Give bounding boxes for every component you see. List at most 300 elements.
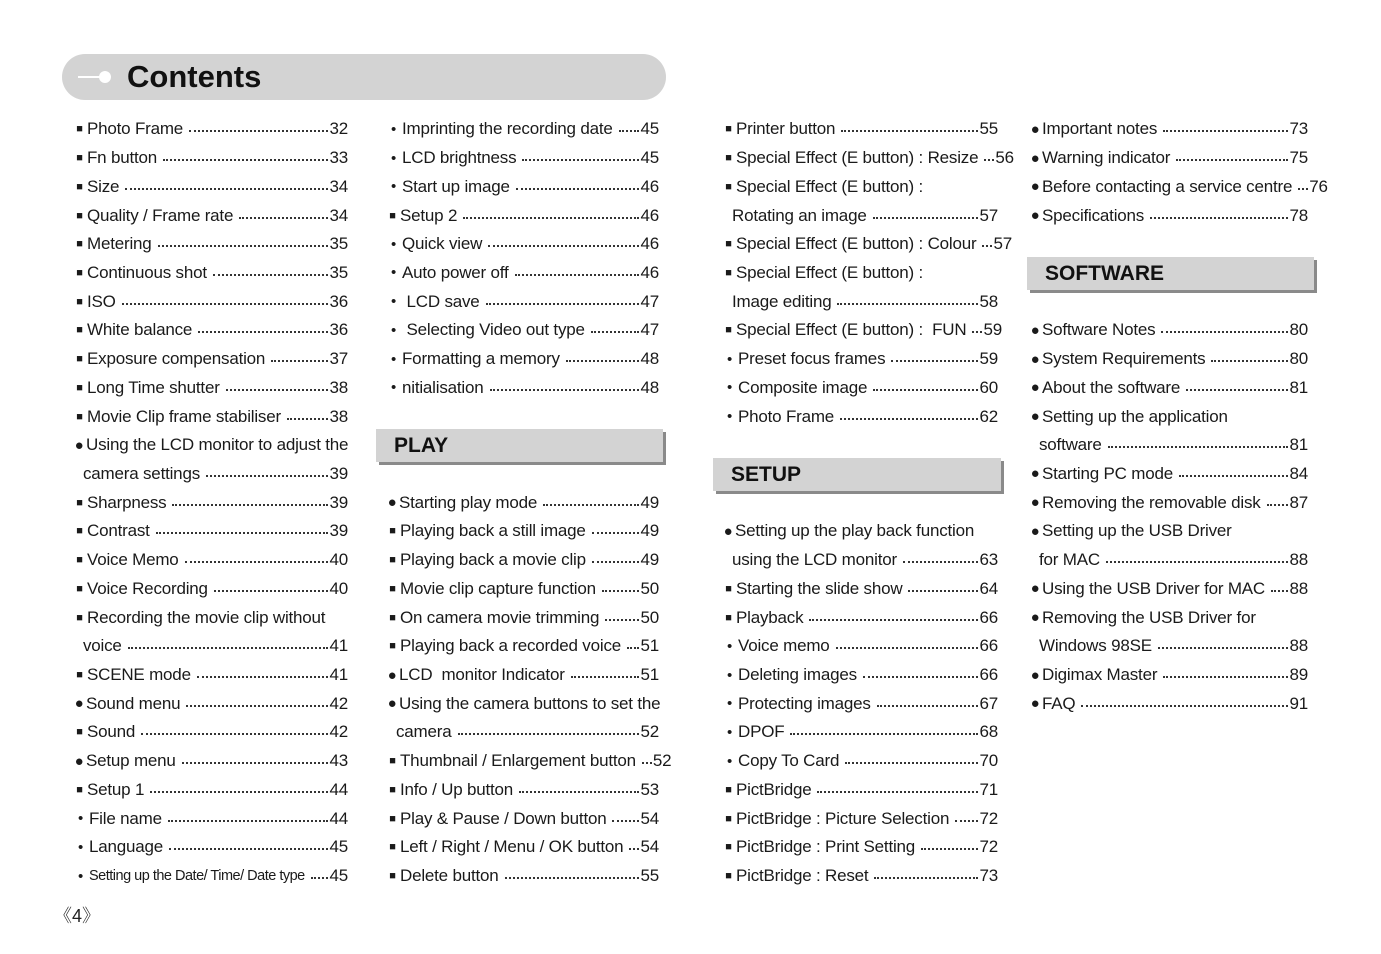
- toc-entry[interactable]: [385, 287, 659, 316]
- toc-entry[interactable]: [72, 259, 348, 288]
- toc-entry-page: 38: [329, 406, 348, 426]
- toc-entry: [721, 259, 998, 288]
- toc-entry[interactable]: [1028, 661, 1308, 690]
- toc-entry-title: Composite image: [738, 377, 868, 397]
- toc-entry-page: 87: [1289, 492, 1308, 512]
- toc-entry-title: Setting up the USB Driver: [1042, 521, 1232, 541]
- toc-entry-page: 73: [1289, 119, 1308, 139]
- toc-entry-title: Imprinting the recording date: [402, 119, 613, 139]
- toc-entry[interactable]: [385, 661, 659, 690]
- toc-entry[interactable]: [385, 862, 659, 891]
- toc-entry[interactable]: [72, 632, 348, 661]
- toc-entry[interactable]: [721, 862, 998, 891]
- dot-leader: [921, 848, 978, 850]
- toc-entry-page: 81: [1289, 435, 1308, 455]
- toc-entry-title: Setup menu: [86, 751, 176, 771]
- toc-entry-page: 47: [640, 320, 659, 340]
- spacer-row: [1028, 287, 1308, 316]
- toc-entry-title: Long Time shutter: [87, 377, 220, 397]
- toc-entry-title: FAQ: [1042, 693, 1076, 713]
- toc-entry-title: Start up image: [402, 176, 510, 196]
- dot-bullet-icon: •: [726, 637, 733, 655]
- toc-entry-page: 91: [1289, 693, 1308, 713]
- dot-bullet-icon: •: [390, 293, 397, 311]
- toc-entry[interactable]: [72, 747, 348, 776]
- page-number: 《4》: [54, 906, 101, 926]
- dot-leader: [891, 360, 978, 362]
- toc-entry[interactable]: [385, 172, 659, 201]
- toc-entry[interactable]: [721, 603, 998, 632]
- toc-entry: [1028, 402, 1308, 431]
- dot-leader: [874, 877, 978, 879]
- toc-entry[interactable]: [1028, 431, 1308, 460]
- toc-entry-title: Metering: [87, 234, 152, 254]
- square-bullet-icon: ■: [76, 669, 83, 682]
- toc-entry-title: Formatting a memory: [402, 349, 560, 369]
- toc-entry[interactable]: [72, 201, 348, 230]
- dot-leader: [602, 590, 640, 592]
- toc-entry[interactable]: [72, 402, 348, 431]
- dot-leader: [185, 561, 329, 563]
- toc-entry-page: 48: [640, 377, 659, 397]
- toc-entry[interactable]: [385, 546, 659, 575]
- toc-entry-title: Auto power off: [402, 262, 509, 282]
- toc-entry-title: PictBridge : Picture Selection: [736, 808, 950, 828]
- toc-entry[interactable]: [1028, 373, 1308, 402]
- toc-entry[interactable]: [72, 373, 348, 402]
- toc-entry[interactable]: [385, 230, 659, 259]
- toc-entry[interactable]: [1028, 144, 1308, 173]
- toc-entry[interactable]: [385, 632, 659, 661]
- toc-entry[interactable]: [721, 316, 1002, 345]
- square-bullet-icon: ■: [389, 841, 396, 854]
- toc-entry-page: 50: [640, 607, 659, 627]
- toc-entry-title: Continuous shot: [87, 262, 207, 282]
- toc-entry-page: 50: [640, 578, 659, 598]
- dot-leader: [1211, 360, 1288, 362]
- round-bullet-icon: ●: [74, 752, 84, 770]
- toc-entry-title: Printer button: [736, 119, 836, 139]
- toc-entry[interactable]: [385, 115, 659, 144]
- toc-entry-title: Setup 1: [87, 779, 145, 799]
- toc-entry-title: Preset focus frames: [738, 349, 886, 369]
- toc-entry-page: 53: [640, 779, 659, 799]
- toc-entry[interactable]: [721, 546, 998, 575]
- toc-entry[interactable]: [721, 575, 998, 604]
- dot-leader: [197, 676, 329, 678]
- toc-entry-page: 49: [640, 492, 659, 512]
- toc-entry-page: 66: [979, 665, 998, 685]
- toc-entry[interactable]: [385, 201, 659, 230]
- toc-entry[interactable]: [72, 718, 348, 747]
- round-bullet-icon: ●: [1030, 178, 1040, 196]
- dot-leader: [141, 733, 328, 735]
- square-bullet-icon: ■: [76, 611, 83, 624]
- round-bullet-icon: ●: [1030, 494, 1040, 512]
- toc-entry[interactable]: [1028, 689, 1308, 718]
- toc-entry-page: 89: [1289, 665, 1308, 685]
- toc-column-2: [385, 115, 672, 890]
- toc-entry-page: 68: [979, 722, 998, 742]
- toc-entry[interactable]: [72, 460, 348, 489]
- toc-entry[interactable]: [72, 862, 348, 891]
- round-bullet-icon: ●: [1030, 666, 1040, 684]
- dot-leader: [877, 705, 979, 707]
- toc-entry-title: Special Effect (E button) : Colour: [736, 234, 977, 254]
- toc-entry-title: Setting up the application: [1042, 406, 1228, 426]
- toc-entry-page: 71: [979, 779, 998, 799]
- toc-entry[interactable]: [72, 172, 348, 201]
- dot-leader: [1161, 331, 1288, 333]
- toc-entry-title: ISO: [87, 291, 116, 311]
- toc-entry-title: PictBridge : Print Setting: [736, 837, 916, 857]
- toc-entry-page: 40: [329, 578, 348, 598]
- toc-entry[interactable]: [385, 373, 659, 402]
- toc-entry[interactable]: [72, 689, 348, 718]
- dot-bullet-icon: •: [390, 235, 397, 253]
- dot-leader: [605, 619, 639, 621]
- toc-entry[interactable]: [721, 373, 998, 402]
- toc-entry[interactable]: [721, 402, 998, 431]
- toc-entry-page: 46: [640, 176, 659, 196]
- toc-entry[interactable]: [72, 546, 348, 575]
- square-bullet-icon: ■: [76, 152, 83, 165]
- dot-bullet-icon: •: [77, 810, 84, 828]
- toc-entry[interactable]: [72, 661, 348, 690]
- dot-leader: [172, 504, 328, 506]
- toc-entry-page: 38: [329, 377, 348, 397]
- dot-leader: [490, 389, 640, 391]
- toc-entry[interactable]: [721, 230, 1012, 259]
- toc-entry-title: camera: [396, 722, 452, 742]
- dot-bullet-icon: •: [726, 379, 733, 397]
- toc-entry-page: 54: [640, 837, 659, 857]
- square-bullet-icon: ■: [76, 123, 83, 136]
- square-bullet-icon: ■: [389, 582, 396, 595]
- square-bullet-icon: ■: [76, 381, 83, 394]
- toc-entry-title: Starting play mode: [399, 492, 538, 512]
- dot-leader: [1108, 446, 1289, 448]
- dot-leader: [1179, 475, 1289, 477]
- toc-entry-title: Playback: [736, 607, 804, 627]
- dot-leader: [863, 676, 979, 678]
- toc-entry: [72, 431, 348, 460]
- toc-entry-page: 37: [329, 349, 348, 369]
- toc-entry-page: 47: [640, 291, 659, 311]
- toc-entry: [721, 517, 998, 546]
- dot-leader: [163, 159, 328, 161]
- spacer-row: [385, 460, 659, 489]
- toc-entry-page: 39: [329, 521, 348, 541]
- dot-bullet-icon: •: [390, 321, 397, 339]
- dot-leader: [214, 590, 329, 592]
- toc-entry[interactable]: [1028, 488, 1308, 517]
- toc-entry-page: 55: [979, 119, 998, 139]
- toc-entry-title: Protecting images: [738, 693, 871, 713]
- round-bullet-icon: ●: [1030, 580, 1040, 598]
- dot-leader: [642, 762, 652, 764]
- section-header-setup: SETUP: [713, 458, 1001, 491]
- toc-entry: [721, 172, 998, 201]
- toc-entry[interactable]: [72, 230, 348, 259]
- dot-leader: [1176, 159, 1288, 161]
- round-bullet-icon: ●: [1030, 465, 1040, 483]
- toc-entry[interactable]: [1028, 460, 1308, 489]
- dot-leader: [198, 331, 328, 333]
- toc-entry[interactable]: [721, 115, 998, 144]
- section-header-software: SOFTWARE: [1027, 257, 1314, 290]
- dot-leader: [458, 733, 640, 735]
- toc-entry[interactable]: [721, 689, 998, 718]
- toc-entry-title: File name: [89, 808, 162, 828]
- toc-entry[interactable]: [385, 488, 659, 517]
- square-bullet-icon: ■: [389, 812, 396, 825]
- toc-entry[interactable]: [385, 776, 659, 805]
- dot-leader: [817, 791, 978, 793]
- toc-entry-page: 80: [1289, 349, 1308, 369]
- square-bullet-icon: ■: [725, 123, 732, 136]
- dot-leader: [984, 159, 994, 161]
- toc-entry-page: 66: [979, 607, 998, 627]
- square-bullet-icon: ■: [725, 812, 732, 825]
- toc-entry-title: Voice Recording: [87, 578, 208, 598]
- round-bullet-icon: ●: [1030, 695, 1040, 713]
- toc-entry[interactable]: [1028, 172, 1328, 201]
- dot-bullet-icon: •: [726, 752, 733, 770]
- toc-entry[interactable]: [72, 316, 348, 345]
- toc-entry[interactable]: [385, 345, 659, 374]
- toc-entry-title: PictBridge : Reset: [736, 866, 869, 886]
- dot-bullet-icon: •: [726, 695, 733, 713]
- toc-entry[interactable]: [72, 517, 348, 546]
- toc-entry-page: 45: [640, 119, 659, 139]
- toc-entry-page: 52: [652, 751, 672, 771]
- round-bullet-icon: ●: [1030, 120, 1040, 138]
- toc-entry[interactable]: [385, 718, 659, 747]
- square-bullet-icon: ■: [76, 525, 83, 538]
- toc-entry[interactable]: [72, 115, 348, 144]
- toc-entry-page: 36: [329, 291, 348, 311]
- toc-entry-title: Delete button: [400, 866, 499, 886]
- toc-entry-page: 49: [640, 550, 659, 570]
- toc-entry-title: Digimax Master: [1042, 665, 1158, 685]
- dot-leader: [873, 217, 979, 219]
- toc-entry[interactable]: [721, 632, 998, 661]
- toc-column-4: [1028, 115, 1328, 718]
- section-header-row: [1028, 259, 1308, 288]
- toc-entry[interactable]: [72, 287, 348, 316]
- toc-entry-title: Photo Frame: [87, 119, 184, 139]
- toc-entry[interactable]: [385, 517, 659, 546]
- dot-leader: [515, 274, 640, 276]
- toc-entry-title: Contrast: [87, 521, 150, 541]
- page-title: Contents: [127, 59, 262, 94]
- toc-entry-title: Windows 98SE: [1039, 636, 1152, 656]
- square-bullet-icon: ■: [725, 152, 732, 165]
- toc-entry[interactable]: [385, 259, 659, 288]
- toc-entry[interactable]: [72, 575, 348, 604]
- square-bullet-icon: ■: [725, 870, 732, 883]
- toc-entry[interactable]: [385, 144, 659, 173]
- dot-leader: [790, 733, 978, 735]
- toc-entry-page: 88: [1289, 636, 1308, 656]
- dot-leader: [239, 217, 328, 219]
- dot-leader: [522, 159, 639, 161]
- toc-entry[interactable]: [72, 804, 348, 833]
- dot-bullet-icon: •: [726, 350, 733, 368]
- toc-entry-page: 56: [995, 148, 1014, 168]
- square-bullet-icon: ■: [76, 582, 83, 595]
- toc-entry[interactable]: [72, 488, 348, 517]
- dot-leader: [1271, 590, 1288, 592]
- dot-leader: [206, 475, 328, 477]
- toc-entry-title: Removing the removable disk: [1042, 492, 1261, 512]
- dot-leader: [1163, 130, 1288, 132]
- toc-entry-page: 67: [979, 693, 998, 713]
- dot-leader: [505, 877, 640, 879]
- square-bullet-icon: ■: [389, 611, 396, 624]
- dot-leader: [845, 762, 978, 764]
- dot-leader: [168, 820, 329, 822]
- dot-leader: [519, 791, 639, 793]
- round-bullet-icon: ●: [1030, 149, 1040, 167]
- toc-entry-page: 72: [979, 808, 998, 828]
- toc-entry-title: Sound menu: [86, 693, 181, 713]
- toc-entry-page: 60: [979, 377, 998, 397]
- toc-entry[interactable]: [721, 661, 998, 690]
- toc-entry[interactable]: [385, 804, 659, 833]
- toc-entry[interactable]: [1028, 115, 1308, 144]
- toc-entry[interactable]: [385, 833, 659, 862]
- dot-leader: [1163, 676, 1288, 678]
- round-bullet-icon: ●: [1030, 379, 1040, 397]
- toc-entry[interactable]: [1028, 345, 1308, 374]
- toc-entry-title: Special Effect (E button) : FUN: [736, 320, 967, 340]
- toc-entry[interactable]: [721, 833, 998, 862]
- toc-entry[interactable]: [72, 776, 348, 805]
- toc-entry-page: 73: [979, 866, 998, 886]
- toc-entry-title: Recording the movie clip without: [87, 607, 326, 627]
- dot-leader: [627, 647, 639, 649]
- dot-leader: [186, 705, 328, 707]
- dot-leader: [1150, 217, 1288, 219]
- toc-entry-page: 80: [1289, 320, 1308, 340]
- toc-entry-title: Language: [89, 837, 164, 857]
- toc-entry[interactable]: [385, 575, 659, 604]
- round-bullet-icon: ●: [1030, 321, 1040, 339]
- toc-entry[interactable]: [721, 718, 998, 747]
- toc-entry[interactable]: [721, 776, 998, 805]
- dot-leader: [189, 130, 328, 132]
- toc-entry[interactable]: [72, 833, 348, 862]
- toc-entry-page: 42: [329, 693, 348, 713]
- toc-entry[interactable]: [1028, 316, 1308, 345]
- toc-column-1: [72, 115, 348, 890]
- dot-bullet-icon: •: [390, 149, 397, 167]
- toc-entry-page: 40: [329, 550, 348, 570]
- toc-entry-title: for MAC: [1039, 550, 1100, 570]
- toc-entry[interactable]: [1028, 575, 1308, 604]
- round-bullet-icon: ●: [1030, 408, 1040, 426]
- toc-entry[interactable]: [721, 144, 1014, 173]
- dot-leader: [571, 676, 640, 678]
- toc-entry: [72, 603, 348, 632]
- spacer-row: [721, 431, 998, 460]
- square-bullet-icon: ■: [76, 180, 83, 193]
- toc-entry-title: Using the LCD monitor to adjust the: [86, 435, 349, 455]
- toc-entry-page: 54: [640, 808, 659, 828]
- dot-bullet-icon: •: [390, 350, 397, 368]
- dot-leader: [1186, 389, 1288, 391]
- dot-leader: [1267, 504, 1289, 506]
- round-bullet-icon: ●: [723, 522, 733, 540]
- toc-entry[interactable]: [72, 144, 348, 173]
- toc-entry-page: 58: [979, 291, 998, 311]
- dot-leader: [311, 877, 329, 879]
- toc-entry[interactable]: [385, 747, 672, 776]
- toc-entry-title: On camera movie trimming: [400, 607, 600, 627]
- square-bullet-icon: ■: [76, 209, 83, 222]
- toc-entry-page: 88: [1289, 550, 1308, 570]
- toc-entry[interactable]: [721, 747, 998, 776]
- toc-entry-title: Software Notes: [1042, 320, 1156, 340]
- toc-entry[interactable]: [721, 287, 998, 316]
- toc-entry-title: PictBridge: [736, 779, 812, 799]
- dot-leader: [1298, 188, 1308, 190]
- dot-leader: [287, 418, 329, 420]
- dot-leader: [972, 331, 982, 333]
- toc-entry-page: 36: [329, 320, 348, 340]
- square-bullet-icon: ■: [725, 180, 732, 193]
- toc-entry[interactable]: [1028, 546, 1308, 575]
- square-bullet-icon: ■: [725, 266, 732, 279]
- toc-entry[interactable]: [1028, 201, 1308, 230]
- toc-entry-title: Starting PC mode: [1042, 463, 1173, 483]
- toc-entry-title: Rotating an image: [732, 205, 867, 225]
- toc-entry-page: 57: [993, 234, 1012, 254]
- toc-entry-page: 48: [640, 349, 659, 369]
- toc-entry[interactable]: [385, 316, 659, 345]
- toc-entry-title: Voice memo: [738, 636, 830, 656]
- toc-entry[interactable]: [721, 345, 998, 374]
- spacer-row: [721, 488, 998, 517]
- toc-entry-title: Movie Clip frame stabiliser: [87, 406, 281, 426]
- dot-leader: [955, 820, 978, 822]
- toc-entry-page: 59: [979, 349, 998, 369]
- round-bullet-icon: ●: [387, 666, 397, 684]
- toc-entry-page: 39: [329, 492, 348, 512]
- toc-entry-page: 34: [329, 176, 348, 196]
- toc-entry[interactable]: [721, 201, 998, 230]
- toc-entry-title: Size: [87, 176, 120, 196]
- toc-entry-page: 49: [640, 521, 659, 541]
- toc-entry-title: Selecting Video out type: [402, 320, 585, 340]
- toc-entry-page: 52: [640, 722, 659, 742]
- dot-bullet-icon: •: [390, 264, 397, 282]
- toc-entry[interactable]: [721, 804, 998, 833]
- toc-entry-title: SCENE mode: [87, 665, 191, 685]
- toc-entry[interactable]: [72, 345, 348, 374]
- toc-entry-page: 70: [979, 751, 998, 771]
- section-header-row: [721, 460, 998, 489]
- square-bullet-icon: ■: [76, 238, 83, 251]
- toc-entry[interactable]: [1028, 632, 1308, 661]
- toc-entry-title: System Requirements: [1042, 349, 1206, 369]
- toc-entry[interactable]: [385, 603, 659, 632]
- dot-leader: [128, 647, 329, 649]
- dot-leader: [182, 762, 329, 764]
- dot-leader: [837, 303, 978, 305]
